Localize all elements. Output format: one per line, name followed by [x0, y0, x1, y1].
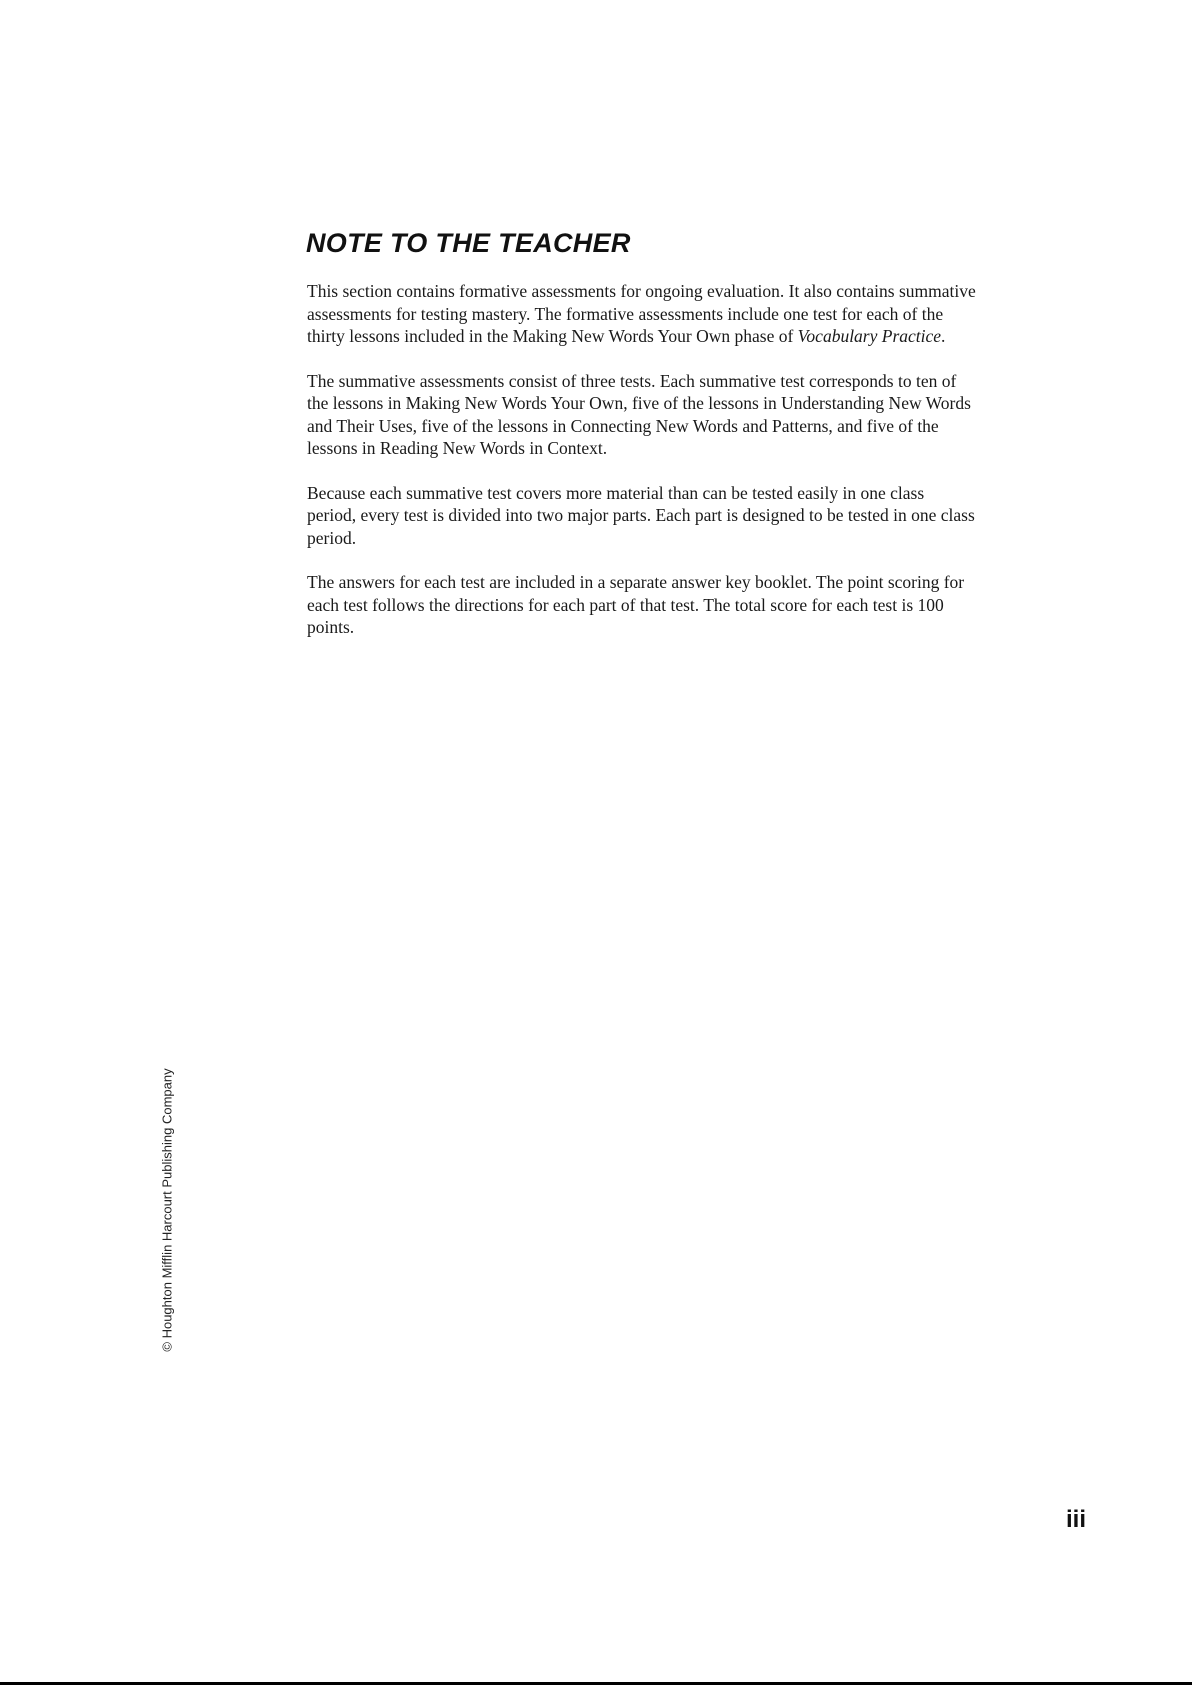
book-title: Vocabulary Practice [797, 326, 942, 346]
paragraph-class-period: Because each summative test covers more material than can be tested easily in one class period, every test is divided into two major parts. Each part is designed to be tested in one class period. [307, 482, 975, 548]
page-title: NOTE TO THE TEACHER [306, 228, 631, 258]
paragraph-answers: The answers for each test are included in a separate answer key booklet. The point scoring for each test follows the directions for each part of that test. The total score for each test is 100 points. [307, 572, 965, 637]
paragraph-intro-text: This section contains formative assessments for ongoing evaluation. It also contains summative assessments for testing mastery. The formative assessments include one test for each of the thirty lessons included in the Making New Words Your Own phase of [307, 281, 976, 346]
paragraph-summative: The summative assessments consist of three tests. Each summative test corresponds to ten of the lessons in Making New Words Your Own, five of the lessons in Understanding New Words and Their Uses, five of the lessons in Connecting New Words and Patterns, and five of the lessons in Reading New Words in Context. [307, 370, 971, 458]
paragraph-intro-end: . [941, 326, 946, 346]
body-text [307, 280, 977, 661]
copyright-notice: © Houghton Mifflin Harcourt Publishing Company [159, 1068, 175, 1352]
page-number: iii [1065, 1506, 1086, 1533]
paragraph-intro [307, 280, 977, 348]
